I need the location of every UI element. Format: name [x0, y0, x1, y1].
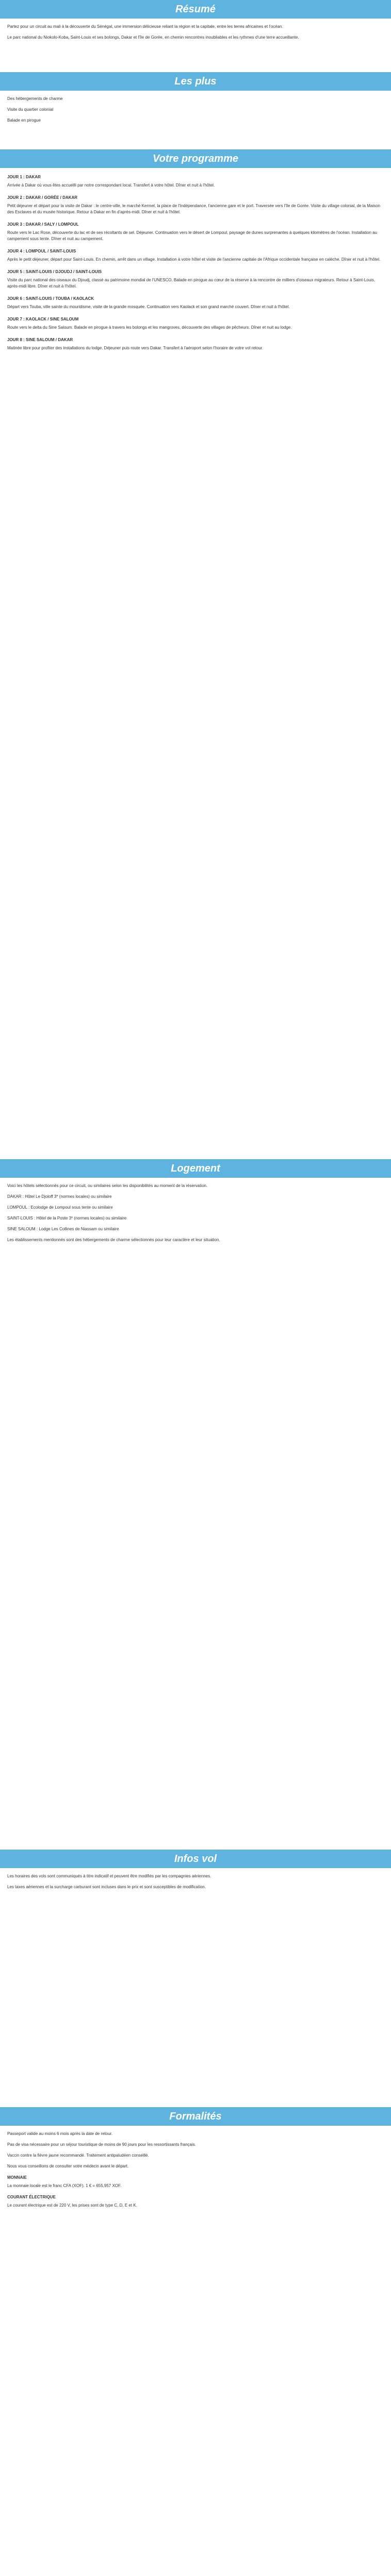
currency-text: La monnaie locale est le franc CFA (XOF). 1 € = 655,957 XOF. — [7, 2183, 122, 2188]
logement-paragraph: DAKAR : Hôtel Le Djoloff 3* (normes locales) ou similaire — [7, 1194, 112, 1199]
day-text: Matinée libre pour profiter des installations du lodge. Déjeuner puis route vers Dakar. Transfert à l'aéroport selon l'horaire de votre vol retour. — [7, 346, 264, 350]
plus-title: Les plus — [0, 72, 391, 91]
formalites-paragraph: Passeport valide au moins 6 mois après la date de retour. — [7, 2131, 113, 2136]
day-text: Après le petit déjeuner, départ pour Saint-Louis. En chemin, arrêt dans un village. Installation à votre hôtel et visite de l'ancienne capitale de l'Afrique occidentale française en calèche. Dîner et nuit à l'hôtel. — [7, 257, 381, 262]
logement-paragraph: SAINT-LOUIS : Hôtel de la Poste 3* (normes locales) ou similaire — [7, 1216, 127, 1221]
plus-section — [0, 72, 391, 149]
day-text: Petit déjeuner et départ pour la visite de Dakar : le centre-ville, le marché Kermel, la place de l'Indépendance, l'ancienne gare et le port. Traversée vers l'île de Gorée. Visite du village colonial, de la Maison des Esclaves et du musée historique. Retour à Dakar en fin d'après-midi. Dîner et nuit à l'hôtel. — [7, 204, 381, 214]
formalites-paragraph: Pas de visa nécessaire pour un séjour touristique de moins de 90 jours pour les ressortissants français. — [7, 2142, 196, 2147]
power-text: Le courant électrique est de 220 V, les prises sont de type C, D, E et K. — [7, 2203, 137, 2208]
plus-item: Visite du quartier colonial — [7, 107, 54, 112]
day-header: JOUR 3 : DAKAR / SALY / LOMPOUL — [7, 222, 79, 227]
formalites-title: Formalités — [0, 2107, 391, 2126]
formalites-section — [0, 2107, 391, 2576]
plus-item: Balade en pirogue — [7, 118, 41, 123]
day-text: Arrivée à Dakar où vous êtes accueilli par notre correspondant local. Transfert à votre hôtel. Dîner et nuit à l'hôtel. — [7, 183, 215, 188]
day-header: JOUR 1 : DAKAR — [7, 175, 41, 179]
day-header: JOUR 5 : SAINT-LOUIS / DJOUDJ / SAINT-LOUIS — [7, 269, 102, 274]
resume-paragraph: Le parc national du Niokolo-Koba, Saint-Louis et ses bolongs, Dakar et l'île de Gorée, en chemin rencontres inoubliables et les rythmes d'une terre accueillante. — [7, 35, 299, 40]
currency-title: MONNAIE — [7, 2175, 27, 2180]
logement-paragraph: Voici les hôtels sélectionnés pour ce circuit, ou similaires selon les disponibilités au moment de la réservation. — [7, 1183, 208, 1188]
power-title: COURANT ÉLECTRIQUE — [7, 2195, 56, 2199]
logement-title: Logement — [0, 1159, 391, 1178]
resume-title: Résumé — [0, 0, 391, 19]
day-text: Départ vers Touba, ville sainte du mouridisme, visite de la grande mosquée. Continuation vers Kaolack et son grand marché couvert. Dîner et nuit à l'hôtel. — [7, 304, 290, 309]
day-text: Route vers le Lac Rose, découverte du lac et de ses récoltants de sel. Déjeuner. Continuation vers le désert de Lompoul, paysage de dunes surprenantes à quelques kilomètres de l'océan. Installation au campement sous tente. Dîner et nuit au campement. — [7, 230, 378, 241]
day-header: JOUR 7 : KAOLACK / SINE SALOUM — [7, 317, 79, 321]
logement-paragraph: SINE SALOUM : Lodge Les Collines de Niassam ou similaire — [7, 1227, 119, 1231]
resume-paragraph: Partez pour un circuit au mali à la découverte du Sénégal, une immersion délicieuse reliant la région et la capitale, entre les terres africaines et l'océan. — [7, 24, 283, 29]
day-header: JOUR 6 : SAINT-LOUIS / TOUBA / KAOLACK — [7, 296, 94, 301]
day-text: Route vers le delta du Sine Saloum. Balade en pirogue à travers les bolongs et les mangroves, découverte des villages de pêcheurs. Dîner et nuit au lodge. — [7, 325, 292, 330]
logement-paragraph: LOMPOUL : Ecolodge de Lompoul sous tente ou similaire — [7, 1205, 113, 1210]
plus-item: Des hébergements de charme — [7, 96, 63, 101]
day-header: JOUR 8 : SINE SALOUM / DAKAR — [7, 337, 73, 342]
info-paragraph: Les horaires des vols sont communiqués à titre indicatif et peuvent être modifiés par les compagnies aériennes. — [7, 1874, 211, 1878]
programme-section — [0, 149, 391, 1159]
logement-section — [0, 1159, 391, 1850]
day-header: JOUR 4 : LOMPOUL / SAINT-LOUIS — [7, 249, 76, 253]
info-section — [0, 1850, 391, 2107]
formalites-paragraph: Nous vous conseillons de consulter votre médecin avant le départ. — [7, 2164, 129, 2168]
info-title: Infos vol — [0, 1850, 391, 1868]
programme-title: Votre programme — [0, 149, 391, 168]
formalites-paragraph: Vaccin contre la fièvre jaune recommandé. Traitement antipaludéen conseillé. — [7, 2153, 149, 2158]
info-paragraph: Les taxes aériennes et la surcharge carburant sont incluses dans le prix et sont susceptibles de modification. — [7, 1885, 206, 1889]
day-text: Visite du parc national des oiseaux du Djoudj, classé au patrimoine mondial de l'UNESCO. Balade en pirogue au cœur de la réserve à la rencontre de milliers d'oiseaux migrateurs. Retour à Saint-Louis, après-midi libre. Dîner et nuit à l'hôtel. — [7, 278, 376, 289]
logement-paragraph: Les établissements mentionnés sont des hébergements de charme sélectionnés pour leur caractère et leur situation. — [7, 1238, 220, 1242]
resume-section — [0, 0, 391, 72]
day-header: JOUR 2 : DAKAR / GORÉE / DAKAR — [7, 195, 78, 200]
